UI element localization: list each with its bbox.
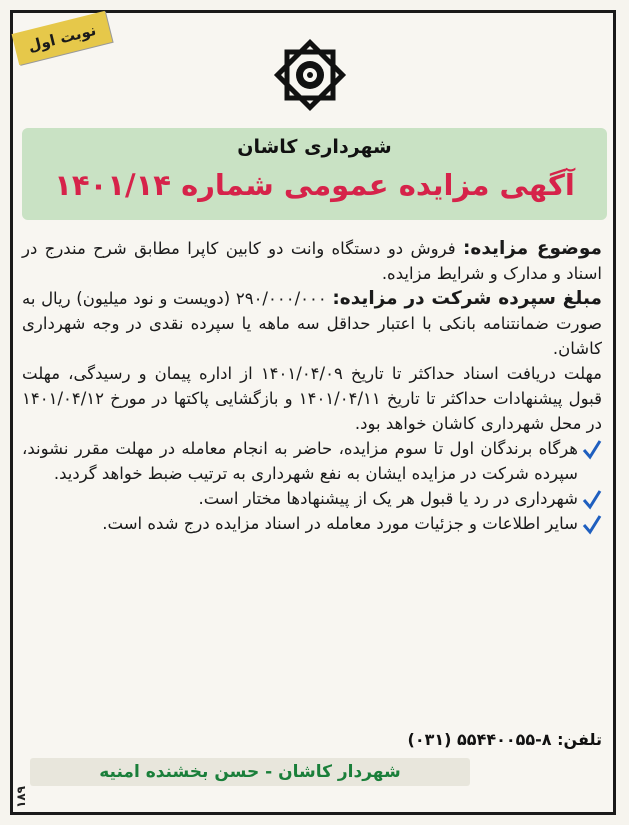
badge-label: نوبت اول xyxy=(26,20,98,56)
check-icon xyxy=(582,513,602,535)
deposit-paragraph xyxy=(22,286,602,361)
side-code: ۱۸۹ xyxy=(14,786,28,808)
bullet-item xyxy=(22,486,602,511)
deposit-text: ۲۹۰/۰۰۰/۰۰۰ (دویست و نود میلیون) ریال به صورت ضمانتنامه بانکی با اعتبار حداقل سه ماهه یا سپرده نقدی در وجه شهرداری کاشان. xyxy=(22,289,602,358)
subject-text: فروش دو دستگاه وانت دو کابین کاپرا مطابق شرح مندرج در اسناد و مدارک و شرایط مزایده. xyxy=(22,239,602,283)
phone-line xyxy=(22,730,602,749)
bullet-item xyxy=(22,436,602,486)
deadline-paragraph: مهلت دریافت اسناد حداکثر تا تاریخ ۱۴۰۱/۰۴/۰۹ از اداره پیمان و رسیدگی، مهلت قبول پیشنهادات حداکثر تا تاریخ ۱۴۰۱/۰۴/۱۱ و بازگشایی پاکتها در مورخ ۱۴۰۱/۰۴/۱۲ در محل شهرداری کاشان خواهد بود. xyxy=(22,364,602,433)
deposit-label: مبلغ سپرده شرکت در مزایده: xyxy=(332,288,602,309)
check-icon xyxy=(582,488,602,510)
bullet-item xyxy=(22,511,602,536)
check-icon xyxy=(582,438,602,460)
municipality-logo xyxy=(265,30,355,120)
ad-title: آگهی مزایده عمومی شماره ۱۴۰۱/۱۴ xyxy=(54,168,575,202)
bullet-text: سایر اطلاعات و جزئیات مورد معامله در اسناد مزایده درج شده است. xyxy=(102,514,578,533)
subject-label: موضوع مزایده: xyxy=(463,238,602,259)
header-banner xyxy=(22,128,607,220)
phone-value: ۸-۵۵۴۴۰۰۵۵ (۰۳۱) xyxy=(407,730,558,749)
ad-body xyxy=(22,236,602,536)
municipality-name: شهرداری کاشان xyxy=(237,136,392,158)
bullet-text: شهرداری در رد یا قبول هر یک از پیشنهادها مختار است. xyxy=(198,489,578,508)
bullet-text: هرگاه برندگان اول تا سوم مزایده، حاضر به انجام معامله در مهلت مقرر نشوند، سپرده شرکت در مزایده ایشان به نفع شهرداری به ترتیب ضبط خواهد گردید. xyxy=(22,439,578,483)
signature: شهردار کاشان - حسن بخشنده امنیه xyxy=(30,758,470,786)
phone-label: تلفن: xyxy=(557,730,602,749)
subject-paragraph xyxy=(22,236,602,286)
